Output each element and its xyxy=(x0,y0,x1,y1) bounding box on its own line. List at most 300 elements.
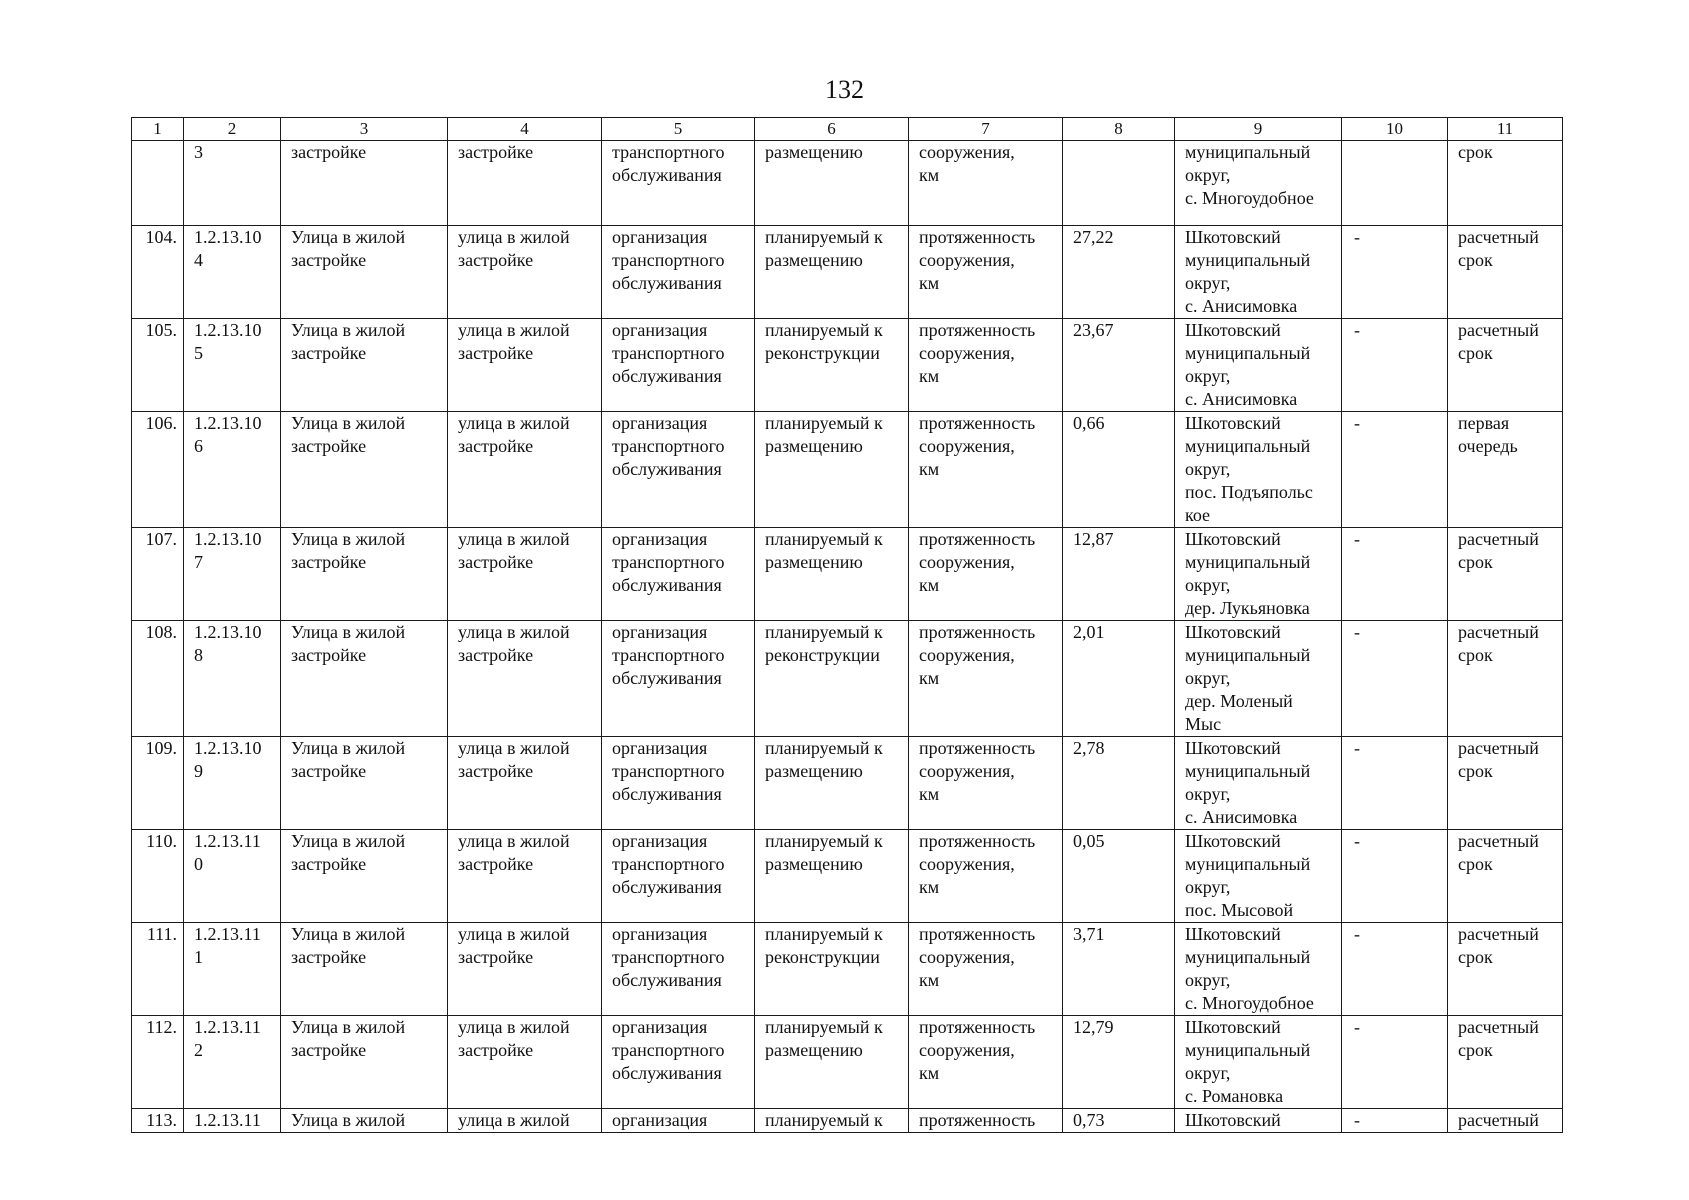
object-name-cell xyxy=(281,1109,448,1133)
cell-line: протяженность xyxy=(919,738,1036,758)
cell-line: реконструкции xyxy=(765,343,880,363)
cell-line: расчетный xyxy=(1458,622,1539,642)
cell-line: округ, xyxy=(1185,273,1231,293)
table-row xyxy=(132,319,1563,412)
value-cell xyxy=(1063,141,1175,226)
cell-line: Шкотовский xyxy=(1185,227,1281,247)
cell-line: срок xyxy=(1458,343,1493,363)
cell-line: планируемый к xyxy=(765,413,883,433)
cell-line: протяженность xyxy=(919,622,1036,642)
code-cell xyxy=(184,141,281,226)
header-cell: 8 xyxy=(1063,118,1175,141)
cell-line: организация xyxy=(612,529,708,549)
cell-line: км xyxy=(919,668,940,688)
purpose-cell xyxy=(602,1016,755,1109)
cell-line: обслуживания xyxy=(612,165,722,185)
value-cell xyxy=(1063,621,1175,737)
purpose-cell xyxy=(602,1109,755,1133)
cell-line: застройке xyxy=(458,552,534,572)
object-name-cell xyxy=(281,830,448,923)
cell-line: 1.2.13.11 xyxy=(194,831,261,851)
cell-line: расчетный xyxy=(1458,320,1539,340)
cell-line: организация xyxy=(612,227,708,247)
cell-line: застройке xyxy=(458,854,534,874)
cell-line: Улица в жилой xyxy=(291,320,406,340)
cell-line: 2 xyxy=(194,1040,203,1060)
cell-line: планируемый к xyxy=(765,529,883,549)
row-number-cell xyxy=(132,621,184,737)
cell-text: - xyxy=(1354,1110,1360,1130)
cell-line: обслуживания xyxy=(612,970,722,990)
cell-line: Улица в жилой xyxy=(291,1017,406,1037)
cell-line: 1.2.13.10 xyxy=(194,320,262,340)
measure-cell xyxy=(909,412,1063,528)
measure-cell xyxy=(909,1016,1063,1109)
cell-line: срок xyxy=(1458,1040,1493,1060)
cell-line: 1.2.13.11 xyxy=(194,1110,261,1130)
measure-cell xyxy=(909,319,1063,412)
cell-line: км xyxy=(919,366,940,386)
object-name-cell xyxy=(281,1016,448,1109)
cell-text: 111. xyxy=(146,924,177,944)
cell-line: Шкотовский xyxy=(1185,622,1281,642)
cell-line: застройке xyxy=(291,761,367,781)
measure-cell xyxy=(909,621,1063,737)
cell-line: застройке xyxy=(458,761,534,781)
cell-line: Шкотовский xyxy=(1185,1110,1281,1130)
cell-line: 1.2.13.10 xyxy=(194,529,262,549)
object-type-cell xyxy=(448,1109,602,1133)
cell-line: 1.2.13.10 xyxy=(194,413,262,433)
status-cell xyxy=(755,923,909,1016)
cell-line: с. Романовка xyxy=(1185,1086,1284,1106)
cell-line: км xyxy=(919,575,940,595)
status-cell xyxy=(755,226,909,319)
cell-line: обслуживания xyxy=(612,366,722,386)
object-type-cell xyxy=(448,528,602,621)
cell-text: 2,78 xyxy=(1073,738,1105,758)
object-type-cell xyxy=(448,621,602,737)
status-cell xyxy=(755,319,909,412)
cell-line: Улица в жилой xyxy=(291,622,406,642)
cell-line: улица в жилой xyxy=(458,622,570,642)
cell-line: застройке xyxy=(458,343,534,363)
code-cell xyxy=(184,830,281,923)
code-cell xyxy=(184,737,281,830)
cell-line: организация xyxy=(612,831,708,851)
purpose-cell xyxy=(602,621,755,737)
measure-cell xyxy=(909,226,1063,319)
object-type-cell xyxy=(448,923,602,1016)
cell-line: транспортного xyxy=(612,645,725,665)
cell-text: - xyxy=(1354,831,1360,851)
value-cell xyxy=(1063,737,1175,830)
status-cell xyxy=(755,1109,909,1133)
object-type-cell xyxy=(448,226,602,319)
cell-line: протяженность xyxy=(919,227,1036,247)
cell-line: округ, xyxy=(1185,165,1231,185)
cell-line: Шкотовский xyxy=(1185,924,1281,944)
cell-line: км xyxy=(919,877,940,897)
zone-cell xyxy=(1342,923,1448,1016)
cell-line: планируемый к xyxy=(765,1110,883,1130)
cell-line: застройке xyxy=(291,1040,367,1060)
cell-line: размещению xyxy=(765,552,863,572)
cell-text: - xyxy=(1354,413,1360,433)
cell-line: планируемый к xyxy=(765,320,883,340)
table-row xyxy=(132,1109,1563,1133)
table-row xyxy=(132,1016,1563,1109)
cell-text: 12,87 xyxy=(1073,529,1114,549)
code-cell xyxy=(184,412,281,528)
measure-cell xyxy=(909,141,1063,226)
term-cell xyxy=(1448,528,1563,621)
cell-line: застройке xyxy=(291,142,367,162)
cell-line: организация xyxy=(612,413,708,433)
code-cell xyxy=(184,1109,281,1133)
header-cell: 6 xyxy=(755,118,909,141)
term-cell xyxy=(1448,226,1563,319)
cell-line: км xyxy=(919,273,940,293)
cell-line: застройке xyxy=(291,436,367,456)
cell-line: округ, xyxy=(1185,877,1231,897)
cell-line: Шкотовский xyxy=(1185,1017,1281,1037)
object-name-cell xyxy=(281,226,448,319)
measure-cell xyxy=(909,528,1063,621)
cell-line: муниципальный xyxy=(1185,761,1311,781)
header-row xyxy=(132,118,1563,141)
object-type-cell xyxy=(448,830,602,923)
cell-line: организация xyxy=(612,738,708,758)
cell-line: застройке xyxy=(291,854,367,874)
cell-line: планируемый к xyxy=(765,924,883,944)
cell-line: застройке xyxy=(291,250,367,270)
term-cell xyxy=(1448,1109,1563,1133)
cell-line: округ, xyxy=(1185,970,1231,990)
cell-line: км xyxy=(919,1063,940,1083)
term-cell xyxy=(1448,141,1563,226)
purpose-cell xyxy=(602,141,755,226)
header-cell: 10 xyxy=(1342,118,1448,141)
cell-line: размещению xyxy=(765,250,863,270)
cell-line: размещению xyxy=(765,1040,863,1060)
cell-line: протяженность xyxy=(919,320,1036,340)
cell-line: 8 xyxy=(194,645,203,665)
cell-line: Улица в жилой xyxy=(291,227,406,247)
object-name-cell xyxy=(281,737,448,830)
cell-line: с. Многоудобное xyxy=(1185,188,1314,208)
cell-line: округ, xyxy=(1185,459,1231,479)
cell-line: 9 xyxy=(194,761,203,781)
term-cell xyxy=(1448,621,1563,737)
cell-text: 105. xyxy=(145,320,177,340)
location-cell xyxy=(1175,412,1342,528)
measure-cell xyxy=(909,1109,1063,1133)
location-cell xyxy=(1175,1109,1342,1133)
cell-line: планируемый к xyxy=(765,831,883,851)
location-cell xyxy=(1175,1016,1342,1109)
cell-line: с. Анисимовка xyxy=(1185,807,1298,827)
purpose-cell xyxy=(602,528,755,621)
cell-line: Улица в жилой xyxy=(291,413,406,433)
cell-line: улица в жилой xyxy=(458,1110,570,1130)
table-row xyxy=(132,621,1563,737)
cell-line: муниципальный xyxy=(1185,552,1311,572)
cell-line: сооружения, xyxy=(919,645,1015,665)
row-number-cell xyxy=(132,830,184,923)
cell-text: 110. xyxy=(146,831,177,851)
cell-line: расчетный xyxy=(1458,924,1539,944)
cell-line: транспортного xyxy=(612,343,725,363)
cell-line: транспортного xyxy=(612,947,725,967)
cell-line: организация xyxy=(612,1017,708,1037)
cell-line: Улица в жилой xyxy=(291,738,406,758)
cell-line: с. Анисимовка xyxy=(1185,296,1298,316)
cell-line: сооружения, xyxy=(919,552,1015,572)
cell-line: срок xyxy=(1458,142,1493,162)
cell-line: транспортного xyxy=(612,1040,725,1060)
header-cell: 9 xyxy=(1175,118,1342,141)
cell-text: - xyxy=(1354,738,1360,758)
term-cell xyxy=(1448,737,1563,830)
header-cell: 4 xyxy=(448,118,602,141)
cell-line: застройке xyxy=(458,645,534,665)
table-row xyxy=(132,737,1563,830)
value-cell xyxy=(1063,923,1175,1016)
table-row xyxy=(132,226,1563,319)
cell-text: 104. xyxy=(145,227,177,247)
cell-line: 1 xyxy=(194,947,203,967)
cell-line: реконструкции xyxy=(765,947,880,967)
cell-line: улица в жилой xyxy=(458,924,570,944)
zone-cell xyxy=(1342,737,1448,830)
cell-line: Шкотовский xyxy=(1185,320,1281,340)
cell-text: 109. xyxy=(145,738,177,758)
cell-line: Улица в жилой xyxy=(291,529,406,549)
cell-line: транспортного xyxy=(612,552,725,572)
header-cell: 3 xyxy=(281,118,448,141)
cell-line: 1.2.13.10 xyxy=(194,738,262,758)
cell-line: транспортного xyxy=(612,250,725,270)
cell-line: округ, xyxy=(1185,784,1231,804)
row-number-cell xyxy=(132,737,184,830)
cell-text: - xyxy=(1354,622,1360,642)
cell-line: транспортного xyxy=(612,436,725,456)
cell-text: 112. xyxy=(146,1017,177,1037)
cell-text: 106. xyxy=(145,413,177,433)
purpose-cell xyxy=(602,412,755,528)
cell-line: расчетный xyxy=(1458,1110,1539,1130)
table-row xyxy=(132,141,1563,226)
cell-line: пос. Мысовой xyxy=(1185,900,1294,920)
cell-text: - xyxy=(1354,924,1360,944)
cell-line: первая xyxy=(1458,413,1510,433)
cell-line: 1.2.13.10 xyxy=(194,622,262,642)
cell-line: сооружения, xyxy=(919,436,1015,456)
cell-text: 108. xyxy=(145,622,177,642)
cell-line: размещению xyxy=(765,436,863,456)
cell-line: размещению xyxy=(765,142,863,162)
object-type-cell xyxy=(448,141,602,226)
cell-line: 3 xyxy=(194,142,203,162)
measure-cell xyxy=(909,923,1063,1016)
cell-line: сооружения, xyxy=(919,142,1015,162)
cell-line: застройке xyxy=(458,947,534,967)
code-cell xyxy=(184,1016,281,1109)
cell-line: срок xyxy=(1458,947,1493,967)
cell-line: транспортного xyxy=(612,854,725,874)
zone-cell xyxy=(1342,141,1448,226)
zone-cell xyxy=(1342,1109,1448,1133)
cell-line: км xyxy=(919,459,940,479)
status-cell xyxy=(755,621,909,737)
cell-line: расчетный xyxy=(1458,1017,1539,1037)
cell-line: реконструкции xyxy=(765,645,880,665)
measure-cell xyxy=(909,737,1063,830)
zone-cell xyxy=(1342,528,1448,621)
row-number-cell xyxy=(132,1016,184,1109)
cell-line: обслуживания xyxy=(612,273,722,293)
cell-line: сооружения, xyxy=(919,947,1015,967)
object-name-cell xyxy=(281,621,448,737)
term-cell xyxy=(1448,923,1563,1016)
zone-cell xyxy=(1342,830,1448,923)
cell-line: обслуживания xyxy=(612,668,722,688)
measure-cell xyxy=(909,830,1063,923)
status-cell xyxy=(755,141,909,226)
cell-text: 2,01 xyxy=(1073,622,1105,642)
object-type-cell xyxy=(448,1016,602,1109)
code-cell xyxy=(184,528,281,621)
status-cell xyxy=(755,830,909,923)
status-cell xyxy=(755,1016,909,1109)
cell-line: дер. Моленый xyxy=(1185,691,1293,711)
purpose-cell xyxy=(602,319,755,412)
value-cell xyxy=(1063,830,1175,923)
table-row xyxy=(132,923,1563,1016)
header-cell: 1 xyxy=(132,118,184,141)
cell-line: очередь xyxy=(1458,436,1518,456)
cell-line: муниципальный xyxy=(1185,645,1311,665)
cell-line: улица в жилой xyxy=(458,227,570,247)
cell-line: 7 xyxy=(194,552,203,572)
table-row xyxy=(132,830,1563,923)
value-cell xyxy=(1063,319,1175,412)
cell-text: 0,73 xyxy=(1073,1110,1105,1130)
row-number-cell xyxy=(132,319,184,412)
cell-line: срок xyxy=(1458,761,1493,781)
row-number-cell xyxy=(132,412,184,528)
cell-line: Шкотовский xyxy=(1185,529,1281,549)
cell-line: организация xyxy=(612,1110,708,1130)
cell-line: улица в жилой xyxy=(458,738,570,758)
cell-line: округ, xyxy=(1185,668,1231,688)
purpose-cell xyxy=(602,737,755,830)
cell-text: - xyxy=(1354,227,1360,247)
location-cell xyxy=(1175,923,1342,1016)
cell-line: застройке xyxy=(458,250,534,270)
location-cell xyxy=(1175,319,1342,412)
cell-line: сооружения, xyxy=(919,1040,1015,1060)
cell-line: округ, xyxy=(1185,575,1231,595)
cell-line: расчетный xyxy=(1458,227,1539,247)
cell-line: 1.2.13.11 xyxy=(194,924,261,944)
row-number-cell xyxy=(132,923,184,1016)
cell-line: обслуживания xyxy=(612,1063,722,1083)
header-cell: 7 xyxy=(909,118,1063,141)
cell-line: размещению xyxy=(765,761,863,781)
cell-line: расчетный xyxy=(1458,529,1539,549)
cell-line: км xyxy=(919,165,940,185)
location-cell xyxy=(1175,141,1342,226)
object-name-cell xyxy=(281,141,448,226)
row-number-cell xyxy=(132,1109,184,1133)
term-cell xyxy=(1448,830,1563,923)
cell-line: протяженность xyxy=(919,924,1036,944)
cell-line: транспортного xyxy=(612,761,725,781)
cell-line: планируемый к xyxy=(765,622,883,642)
row-number-cell xyxy=(132,141,184,226)
location-cell xyxy=(1175,621,1342,737)
cell-line: расчетный xyxy=(1458,831,1539,851)
header-cell: 5 xyxy=(602,118,755,141)
value-cell xyxy=(1063,226,1175,319)
code-cell xyxy=(184,621,281,737)
table-body xyxy=(132,118,1563,1133)
cell-line: срок xyxy=(1458,250,1493,270)
cell-line: округ, xyxy=(1185,366,1231,386)
object-type-cell xyxy=(448,412,602,528)
header-cell: 2 xyxy=(184,118,281,141)
purpose-cell xyxy=(602,923,755,1016)
object-type-cell xyxy=(448,319,602,412)
cell-line: протяженность xyxy=(919,529,1036,549)
cell-line: обслуживания xyxy=(612,575,722,595)
row-number-cell xyxy=(132,226,184,319)
cell-line: с. Многоудобное xyxy=(1185,993,1314,1013)
cell-line: сооружения, xyxy=(919,854,1015,874)
zone-cell xyxy=(1342,226,1448,319)
term-cell xyxy=(1448,412,1563,528)
cell-text: 23,67 xyxy=(1073,320,1114,340)
cell-line: Шкотовский xyxy=(1185,738,1281,758)
cell-line: Улица в жилой xyxy=(291,924,406,944)
cell-line: 5 xyxy=(194,343,203,363)
value-cell xyxy=(1063,1109,1175,1133)
cell-line: км xyxy=(919,970,940,990)
term-cell xyxy=(1448,1016,1563,1109)
cell-line: пос. Подъяпольс xyxy=(1185,482,1313,502)
status-cell xyxy=(755,737,909,830)
cell-line: сооружения, xyxy=(919,343,1015,363)
code-cell xyxy=(184,226,281,319)
cell-line: размещению xyxy=(765,854,863,874)
cell-line: обслуживания xyxy=(612,459,722,479)
object-name-cell xyxy=(281,319,448,412)
cell-text: 0,66 xyxy=(1073,413,1105,433)
object-name-cell xyxy=(281,412,448,528)
cell-line: округ, xyxy=(1185,1063,1231,1083)
cell-line: муниципальный xyxy=(1185,854,1311,874)
cell-line: застройке xyxy=(458,1040,534,1060)
cell-line: 0 xyxy=(194,854,203,874)
cell-text: 113. xyxy=(146,1110,177,1130)
term-cell xyxy=(1448,319,1563,412)
cell-line: муниципальный xyxy=(1185,343,1311,363)
cell-line: Улица в жилой xyxy=(291,1110,406,1130)
value-cell xyxy=(1063,412,1175,528)
zone-cell xyxy=(1342,319,1448,412)
